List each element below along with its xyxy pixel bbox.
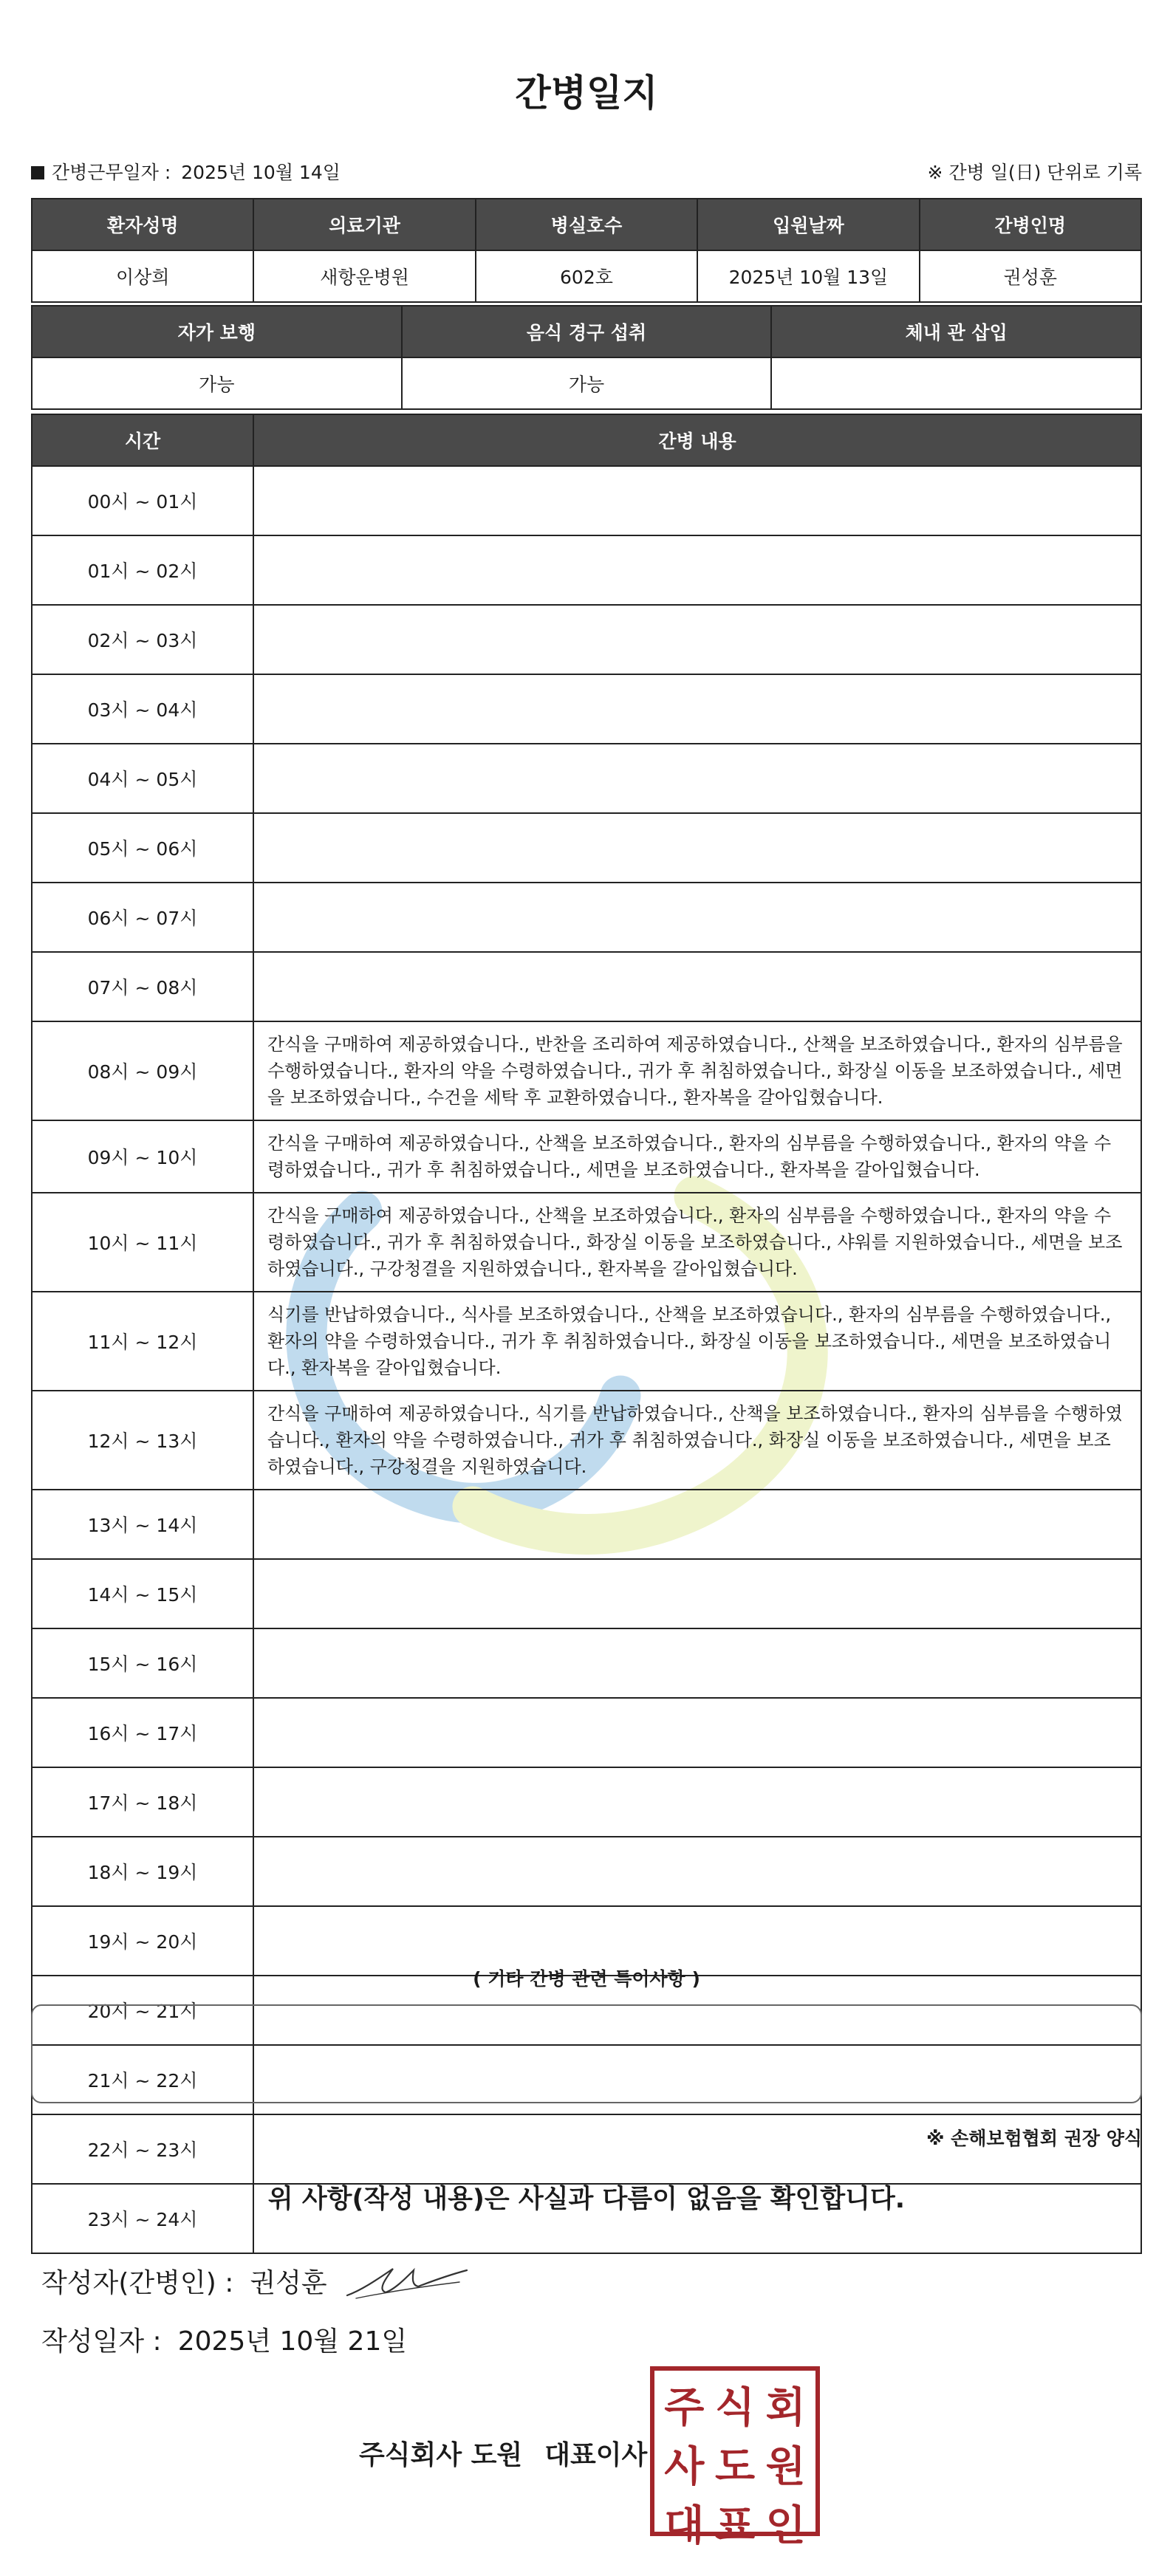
content-cell — [253, 1628, 1141, 1698]
content-cell: 간식을 구매하여 제공하였습니다., 산책을 보조하였습니다., 환자의 심부름을 수행하였습니다., 환자의 약을 수령하였습니다., 귀가 후 취침하였습니다., 세면을 보조하였습니다., 환자복을 갈아입혔습니다. — [253, 1120, 1141, 1193]
time-cell: 10시 ~ 11시 — [32, 1193, 253, 1292]
table-row — [32, 605, 1141, 674]
status-value-row — [32, 357, 1141, 409]
time-cell: 17시 ~ 18시 — [32, 1767, 253, 1837]
header-time: 시간 — [32, 414, 253, 466]
table-row — [32, 952, 1141, 1021]
time-cell: 14시 ~ 15시 — [32, 1559, 253, 1628]
time-cell: 08시 ~ 09시 — [32, 1021, 253, 1120]
special-notes-title: ( 기타 간병 관련 특이사항 ) — [473, 1968, 700, 1990]
header-patient-name: 환자성명 — [32, 199, 253, 250]
table-row — [32, 1559, 1141, 1628]
patient-status-table — [31, 305, 1142, 410]
content-cell — [253, 605, 1141, 674]
written-date-line — [41, 2320, 407, 2358]
table-row — [32, 1193, 1141, 1292]
table-row — [32, 1628, 1141, 1698]
time-cell: 21시 ~ 22시 — [32, 2045, 253, 2114]
oral-intake-value: 가능 — [402, 357, 772, 409]
time-cell: 22시 ~ 23시 — [32, 2114, 253, 2184]
header-hospital: 의료기관 — [253, 199, 475, 250]
table-row — [32, 1698, 1141, 1767]
content-cell — [253, 1767, 1141, 1837]
company-name: 주식회사 도원 — [359, 2440, 523, 2470]
hospital-name: 새항운병원 — [253, 250, 475, 302]
square-bullet-icon — [31, 166, 44, 179]
table-row — [32, 1021, 1141, 1120]
content-cell — [253, 1490, 1141, 1559]
time-cell: 03시 ~ 04시 — [32, 674, 253, 744]
content-cell — [253, 1837, 1141, 1906]
company-seal-icon: 주 식 회 사 도 원 대 표 인 — [650, 2366, 820, 2536]
company-title: 대표이사 — [544, 2440, 648, 2470]
table-row — [32, 535, 1141, 605]
patient-name: 이상희 — [32, 250, 253, 302]
content-cell — [253, 813, 1141, 883]
patient-info-header-row — [32, 199, 1141, 250]
work-date — [31, 158, 341, 185]
unit-note: ※ 간병 일(日) 단위로 기록 — [927, 162, 1142, 183]
content-cell: 간식을 구매하여 제공하였습니다., 반찬을 조리하여 제공하였습니다., 산책을 보조하였습니다., 환자의 심부름을 수행하였습니다., 환자의 약을 수령하였습니다., 귀가 후 취침하였습니다., 화장실 이동을 보조하였습니다., 세면을 보조하였습니다., 수건을 세탁 후 교환하였습니다., 환자복을 갈아입혔습니다. — [253, 1021, 1141, 1120]
confirm-statement: 위 사항(작성 내용)은 사실과 다름이 없음을 확인합니다. — [267, 2185, 906, 2214]
header-self-walking: 자가 보행 — [32, 306, 402, 357]
time-cell: 19시 ~ 20시 — [32, 1906, 253, 1976]
time-cell: 07시 ~ 08시 — [32, 952, 253, 1021]
table-row — [32, 1490, 1141, 1559]
table-row — [32, 1767, 1141, 1837]
time-cell: 05시 ~ 06시 — [32, 813, 253, 883]
header-room: 병실호수 — [476, 199, 697, 250]
time-cell: 04시 ~ 05시 — [32, 744, 253, 813]
status-header-row — [32, 306, 1141, 357]
content-cell — [253, 1559, 1141, 1628]
content-cell — [253, 744, 1141, 813]
header-caregiver: 간병인명 — [920, 199, 1141, 250]
time-cell: 16시 ~ 17시 — [32, 1698, 253, 1767]
time-cell: 18시 ~ 19시 — [32, 1837, 253, 1906]
time-cell: 00시 ~ 01시 — [32, 466, 253, 535]
content-cell — [253, 466, 1141, 535]
self-walking-value: 가능 — [32, 357, 402, 409]
header-oral-intake: 음식 경구 섭취 — [402, 306, 772, 357]
time-cell: 15시 ~ 16시 — [32, 1628, 253, 1698]
caregiver-name: 권성훈 — [920, 250, 1141, 302]
table-row — [32, 466, 1141, 535]
time-cell: 23시 ~ 24시 — [32, 2184, 253, 2253]
written-date-value: 2025년 10월 21일 — [177, 2326, 408, 2357]
time-cell: 13시 ~ 14시 — [32, 1490, 253, 1559]
table-row — [32, 883, 1141, 952]
signature-icon — [341, 2260, 474, 2304]
table-row — [32, 1292, 1141, 1391]
work-date-label: 간병근무일자 : — [52, 162, 171, 183]
table-row — [32, 744, 1141, 813]
care-log-header-row — [32, 414, 1141, 466]
patient-info-table — [31, 198, 1142, 303]
content-cell — [253, 883, 1141, 952]
company-line — [359, 2434, 647, 2472]
writer-name: 권성훈 — [250, 2268, 327, 2298]
special-notes-box — [31, 2004, 1142, 2103]
writer-label: 작성자(간병인) : — [41, 2268, 234, 2298]
header-admission-date: 입원날짜 — [697, 199, 919, 250]
table-row — [32, 1391, 1141, 1490]
content-cell: 간식을 구매하여 제공하였습니다., 식기를 반납하였습니다., 산책을 보조하였습니다., 환자의 심부름을 수행하였습니다., 환자의 약을 수령하였습니다., 귀가 후 취침하였습니다., 화장실 이동을 보조하였습니다., 세면을 보조하였습니다., 구강청결을 지원하였습니다. — [253, 1391, 1141, 1490]
content-cell — [253, 1698, 1141, 1767]
time-cell: 01시 ~ 02시 — [32, 535, 253, 605]
time-cell: 09시 ~ 10시 — [32, 1120, 253, 1193]
tube-insertion-value — [771, 357, 1141, 409]
header-tube-insertion: 체내 관 삽입 — [771, 306, 1141, 357]
header-care-content: 간병 내용 — [253, 414, 1141, 466]
table-row — [32, 674, 1141, 744]
table-row — [32, 813, 1141, 883]
time-cell: 20시 ~ 21시 — [32, 1976, 253, 2045]
room-number: 602호 — [476, 250, 697, 302]
content-cell: 간식을 구매하여 제공하였습니다., 산책을 보조하였습니다., 환자의 심부름을 수행하였습니다., 환자의 약을 수령하였습니다., 귀가 후 취침하였습니다., 화장실 이동을 보조하였습니다., 샤워를 지원하였습니다., 세면을 보조하였습니다., 구강청결을 지원하였습니다., 환자복을 갈아입혔습니다. — [253, 1193, 1141, 1292]
recommend-note: ※ 손해보험협회 권장 양식 — [926, 2128, 1142, 2149]
page-title: 간병일지 — [515, 72, 658, 114]
work-date-value: 2025년 10월 14일 — [181, 162, 341, 183]
time-cell: 12시 ~ 13시 — [32, 1391, 253, 1490]
time-cell: 11시 ~ 12시 — [32, 1292, 253, 1391]
content-cell: 식기를 반납하였습니다., 식사를 보조하였습니다., 산책을 보조하였습니다., 환자의 심부름을 수행하였습니다., 환자의 약을 수령하였습니다., 귀가 후 취침하였습니다., 화장실 이동을 보조하였습니다., 세면을 보조하였습니다., 환자복을 갈아입혔습니다. — [253, 1292, 1141, 1391]
written-date-label: 작성일자 : — [41, 2326, 162, 2357]
table-row — [32, 1120, 1141, 1193]
time-cell: 06시 ~ 07시 — [32, 883, 253, 952]
admission-date: 2025년 10월 13일 — [697, 250, 919, 302]
time-cell: 02시 ~ 03시 — [32, 605, 253, 674]
content-cell — [253, 952, 1141, 1021]
patient-info-value-row — [32, 250, 1141, 302]
writer-line — [41, 2262, 327, 2300]
content-cell — [253, 535, 1141, 605]
table-row — [32, 1837, 1141, 1906]
content-cell — [253, 674, 1141, 744]
